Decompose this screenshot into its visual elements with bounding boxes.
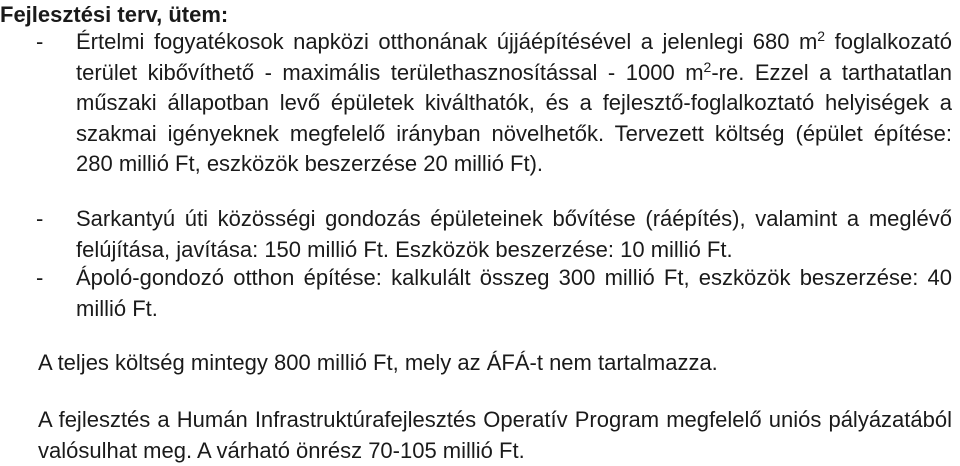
list-item-text: Értelmi fogyatékosok napközi otthonának újjáépítésével a jelenlegi 680 $m^2$ foglalkozató terület kibővíthető - maximális területhasznosítással - 1000 $m^2-re$. Ezzel a tarthatatlan műszaki állapotban levő épületek kiválthatók, és a fejlesztő-foglalkoztató helyiségek a szakmai igényeknek megfelelő irányban növelhetők. Tervezett költség (épület építése: 280 millió Ft, eszközök beszerzése 20 millió Ft). [76, 28, 953, 176]
superscript-squared: 2 [817, 28, 826, 44]
list-item-text: Ápoló-gondozó otthon építése: kalkulált összeg 300 millió Ft, eszközök beszerzése: 40 millió Ft. [76, 265, 952, 321]
list-item-sarkantyu-street [0, 204, 952, 265]
list-dash: - [36, 29, 44, 54]
list-dash: - [36, 206, 44, 231]
section-heading: Fejlesztési terv, ütem: [0, 2, 229, 27]
superscript-squared: 2 [703, 58, 712, 75]
list-item-nursing-home [0, 263, 952, 324]
list-item-text: Sarkantyú úti közösségi gondozás épületeinek bővítése (ráépítés), valamint a meglévő felújítása, javítása: 150 millió Ft. Eszközök beszerzése: 10 millió Ft. [76, 206, 952, 262]
list-dash: - [36, 265, 44, 290]
total-cost-paragraph: A teljes költség mintegy 800 millió Ft, mely az ÁFÁ-t nem tartalmazza. [38, 350, 718, 375]
funding-paragraph: A fejlesztés a Humán Infrastruktúrafejlesztés Operatív Program megfelelő uniós pályázatából valósulhat meg. A várható önrész 70-105 millió Ft. [38, 407, 952, 463]
list-item-day-care-center [0, 27, 952, 180]
